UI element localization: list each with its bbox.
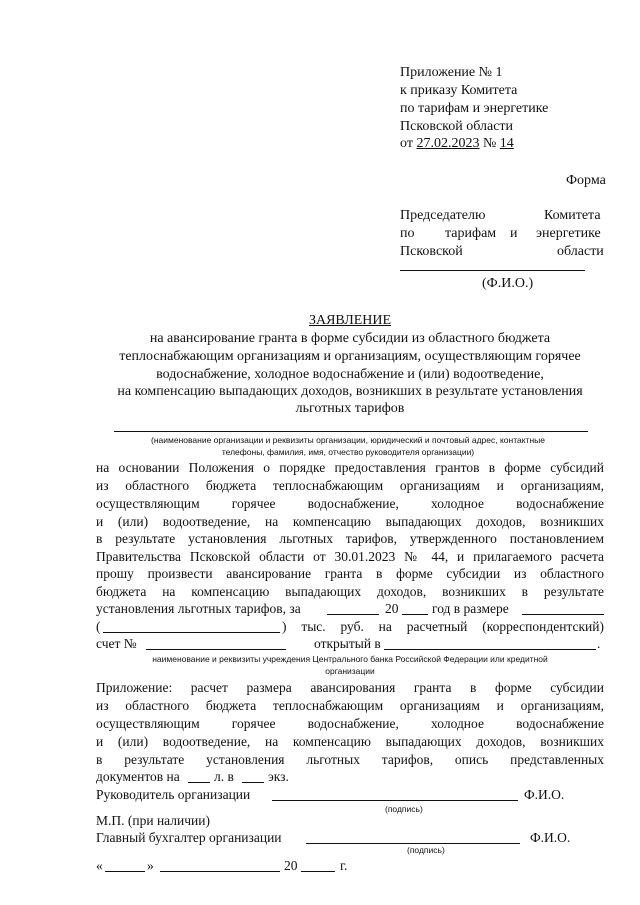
body-line-9b: 20 [385, 601, 399, 616]
attachment-line-4: и (или) водоотведение, на компенсацию выпадающих доходов, возникших [96, 734, 604, 749]
body-line-9a: установления льготных тарифов, за [96, 601, 301, 616]
head-sign-caption: (подпись) [385, 804, 423, 814]
body-line-7: прошу произвести авансирование гранта в форме субсидии из областного [96, 566, 604, 581]
month-blank [160, 871, 280, 872]
appendix-line-2: к приказу Комитета [400, 83, 518, 98]
attachment-line-6b: л. в [214, 769, 234, 784]
attachment-line-6c: экз. [268, 769, 289, 784]
year-blank [327, 614, 379, 615]
head-signature-line [272, 800, 518, 801]
addressee-line1-b: Комитета [544, 208, 601, 223]
sheets-blank [188, 782, 210, 783]
title-heading-text: ЗАЯВЛЕНИЕ [308, 313, 392, 328]
day-blank [105, 871, 145, 872]
organization-caption-1: (наименование организации и реквизиты организации, юридический и почтовый адрес, контактные [151, 435, 545, 445]
head-fio: Ф.И.О. [524, 787, 565, 802]
date-open-quote: « [96, 858, 103, 873]
title-line-2: теплоснабжающим организациям и организациям, осуществляющим горячее [119, 349, 581, 364]
body-line-4: и (или) водоотведение, на компенсацию выпадающих доходов, возникших [96, 514, 604, 529]
body-line-3: осуществляющим горячее водоснабжение, холодное водоснабжение [96, 496, 604, 511]
addressee-line1-a: Председателю [400, 208, 486, 223]
title-line-1: на авансирование гранта в форме субсидии из областного бюджета [149, 331, 551, 346]
appendix-date-line [400, 135, 514, 153]
accountant-sign-caption: (подпись) [407, 845, 445, 855]
date-close-quote: » [147, 858, 154, 873]
attachment-line-3: осуществляющим горячее водоснабжение, холодное водоснабжение [96, 716, 604, 731]
addressee-fio-caption: (Ф.И.О.) [482, 276, 534, 291]
amount-words-blank [103, 632, 280, 633]
body-line-9c: год в размере [432, 601, 509, 616]
appendix-line-3: по тарифам и энергетике [400, 101, 549, 116]
year-suffix: г. [340, 858, 348, 873]
year-suffix-blank [402, 614, 428, 615]
addressee-line2-b: тарифам [445, 226, 497, 241]
head-label: Руководитель организации [96, 787, 251, 802]
form-label: Форма [566, 173, 606, 188]
title-line-5: льготных тарифов [295, 401, 405, 416]
accountant-signature-line [306, 843, 520, 844]
title-heading [0, 312, 640, 330]
body-line-6: Правительства Псковской области от 30.01.2023 № 44, и прилагаемого расчета [96, 549, 604, 564]
addressee-line2-d: энергетике [536, 226, 601, 241]
appendix-num-prefix: № [482, 136, 497, 151]
addressee-line3-b: области [557, 244, 604, 259]
title-line-3: водоснабжение, холодное водоснабжение и (или) водоотведение, [156, 367, 544, 382]
body-line-8: бюджета на компенсацию выпадающих доходов, возникших в результате [96, 584, 604, 599]
accountant-label: Главный бухгалтер организации [96, 830, 282, 845]
body-line-11c: . [597, 636, 601, 651]
attachment-line-6a: документов на [96, 769, 180, 784]
appendix-date-prefix: от [400, 136, 413, 151]
body-line-10a: ( [96, 619, 101, 634]
addressee-line2-c: и [510, 226, 518, 241]
bank-blank [384, 649, 596, 650]
appendix-line-4: Псковской области [400, 119, 514, 134]
body-line-11a: счет № [96, 636, 137, 651]
body-line-5: в результате установления льготных тарифов, утвержденного постановлением [96, 531, 604, 546]
addressee-line2-a: по [400, 226, 415, 241]
appendix-line-1: Приложение № 1 [400, 65, 503, 80]
appendix-date: 27.02.2023 [416, 136, 480, 151]
date-year-blank [301, 871, 335, 872]
account-blank [146, 649, 286, 650]
title-line-4: на компенсацию выпадающих доходов, возникших в результате установления [117, 384, 583, 399]
organization-caption-2: телефоны, фамилия, имя, отчество руководителя организации) [221, 447, 475, 457]
body-line-11b: открытый в [314, 636, 381, 651]
addressee-fio-line [400, 270, 585, 271]
attachment-line-1: Приложение: расчет размера авансирования гранта в форме субсидии [96, 680, 604, 695]
amount-blank [522, 614, 604, 615]
body-line-2: из областного бюджета теплоснабжающим организациям и организациям, [96, 478, 604, 493]
appendix-num: 14 [499, 136, 514, 151]
attachment-line-2: из областного бюджета теплоснабжающим организациям и организациям, [96, 698, 604, 713]
body-line-1: на основании Положения о порядке предоставления грантов в форме субсидий [96, 460, 604, 475]
accountant-fio: Ф.И.О. [530, 830, 571, 845]
attachment-line-5: в результате установления льготных тарифов, опись представленных [96, 752, 604, 767]
stamp-label: М.П. (при наличии) [96, 813, 210, 828]
bank-caption-2: организации [325, 666, 375, 676]
year-prefix: 20 [284, 858, 298, 873]
addressee-line3-a: Псковской [400, 244, 463, 259]
body-line-10b: ) тыс. руб. на расчетный (корреспондентский) [282, 619, 604, 634]
organization-line [114, 431, 588, 432]
bank-caption-1: наименование и реквизиты учреждения Центрального банка Российской Федерации или кредитной [152, 654, 548, 664]
copies-blank [242, 782, 264, 783]
